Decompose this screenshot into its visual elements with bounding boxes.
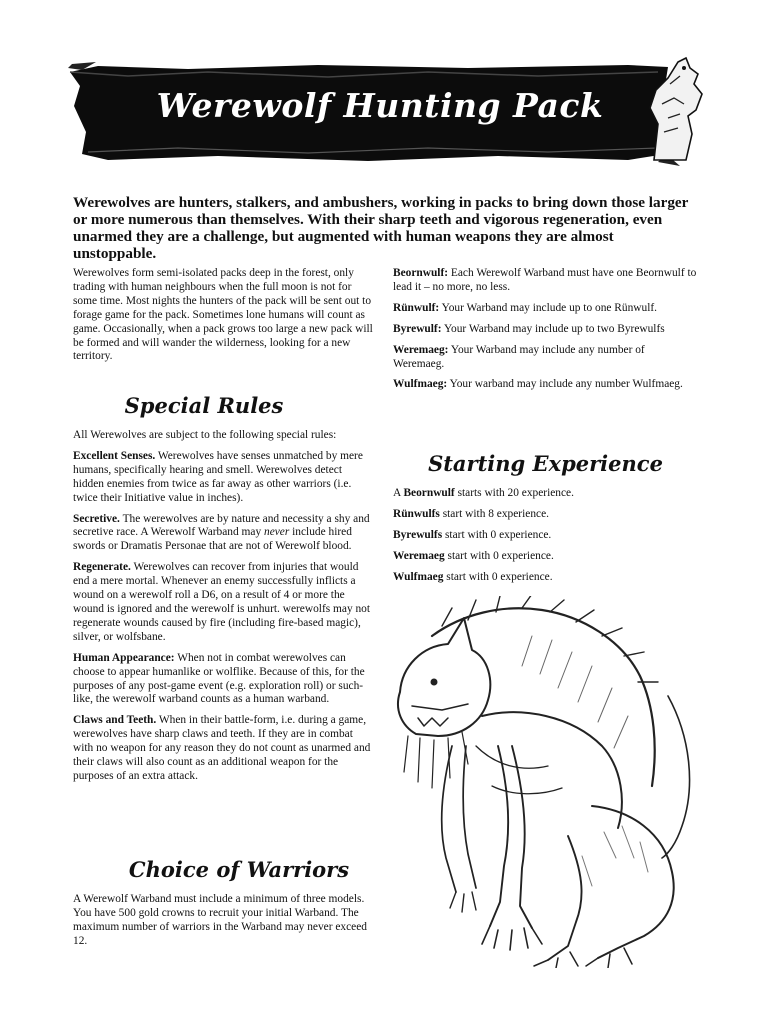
rule-emphasis: never: [264, 526, 290, 539]
experience-text: starts with 20 experience.: [454, 487, 574, 499]
experience-runwulfs: [393, 508, 698, 522]
experience-byrewulfs: [393, 529, 698, 543]
warrior-byrewulf: [393, 323, 698, 337]
starting-experience-heading: Starting Experience: [428, 451, 663, 476]
rule-excellent-senses: [73, 450, 373, 506]
rule-text: Werewolves can recover from injuries that would end a mere mortal. Whenever an enemy successfully inflicts a wound on a werewolf roll a D6, on a result of 4 or more the wound is ignored and the werewolf is unhurt. werewolfs may not regenerate wounds caused by fire (including fire-based magic), silver, or wolfsbane.: [73, 561, 371, 643]
experience-text: start with 0 experience.: [443, 570, 553, 583]
lead-paragraph: Werewolves form semi-isolated packs deep in the forest, only trading with human neighbours when the full moon is not for some time. Most nights the hunters of the pack will be sent out to forage game for the pack. Sometimes lone humans will count as game. Occasionally, when a pack grows too large a new pack will be formed and will wander the wilderness, looking for a new territory.: [73, 267, 373, 363]
rule-text: The werewolves are by nature and necessity a shy and secretive race. A Werewolf Warband may: [73, 512, 370, 539]
rule-claws-and-teeth: [73, 714, 373, 784]
warrior-name: Rünwulf:: [393, 301, 440, 314]
experience-text: start with 0 experience.: [442, 528, 552, 541]
rule-text: Werewolves have senses unmatched by mere humans, specifically hearing and smell. Werewolves detect hidden enemies from twice as far away as other warriors (i.e. twice their Initiative value in inches).: [73, 449, 363, 504]
werewolf-sketch-icon: [372, 596, 706, 968]
experience-wulfmaeg: [393, 571, 698, 585]
rule-regenerate: [73, 561, 373, 644]
warrior-text: Each Werewolf Warband must have one Beornwulf to lead it – no more, no less.: [393, 267, 697, 293]
starting-experience-list: [393, 487, 698, 592]
rule-name: Claws and Teeth.: [73, 714, 157, 727]
special-rules-section: [73, 429, 373, 791]
title-banner: [68, 62, 692, 170]
experience-weremaeg: [393, 550, 698, 564]
experience-name: Beornwulf: [403, 487, 455, 499]
left-column: [73, 267, 373, 371]
experience-prefix: A: [393, 487, 404, 499]
rule-text: When in their battle-form, i.e. during a game, werewolves have sharp claws and teeth. If they are in combat with no weapon for any reason they do not count as unarmed and their claws will also count as an additional weapon for the purposes of an extra attack.: [73, 714, 371, 782]
warrior-name: Weremaeg:: [393, 343, 449, 356]
special-rules-intro: All Werewolves are subject to the following special rules:: [73, 429, 337, 441]
warrior-beornwulf: [393, 267, 698, 295]
warrior-name: Beornwulf:: [393, 267, 449, 279]
warrior-text: Your Warband may include up to one Rünwulf.: [439, 301, 658, 314]
rule-secretive: [73, 513, 373, 555]
intro-paragraph: Werewolves are hunters, stalkers, and ambushers, working in packs to bring down those larger or more numerous than themselves. With their sharp teeth and vigorous regeneration, even unarmed they are a challenge, but augmented with human weapons they are almost unstoppable.: [73, 194, 689, 262]
experience-name: Weremaeg: [393, 549, 445, 562]
rule-text: include hired swords or Dramatis Personae that are not of Werewolf blood.: [73, 526, 352, 553]
choice-of-warriors-text: A Werewolf Warband must include a minimum of three models. You have 500 gold crowns to recruit your initial Warband. The maximum number of warriors in the Warband may never exceed 12.: [73, 893, 367, 947]
warrior-wulfmaeg: [393, 378, 698, 392]
choice-of-warriors-heading: Choice of Warriors: [128, 857, 350, 882]
experience-name: Byrewulfs: [393, 528, 443, 541]
experience-name: Wulfmaeg: [393, 570, 444, 583]
warrior-text: Your Warband may include up to two Byrewulfs: [441, 322, 665, 335]
warrior-weremaeg: [393, 344, 698, 372]
rule-human-appearance: [73, 652, 373, 708]
experience-text: start with 8 experience.: [439, 507, 549, 520]
rule-name: Excellent Senses.: [73, 449, 156, 462]
warrior-runwulf: [393, 302, 698, 316]
page-title: Werewolf Hunting Pack: [156, 86, 604, 125]
rule-text: When not in combat werewolves can choose to appear humanlike or wolflike. Because of this, for the purposes of any post-game event (e.g. exploration roll) or such-like, the werewolf warband counts as a human warband.: [73, 651, 365, 706]
experience-name: Rünwulfs: [393, 507, 440, 520]
experience-beornwulf: [393, 487, 698, 501]
warrior-text: Your Warband may include any number of Weremaeg.: [393, 343, 645, 370]
warrior-name: Byrewulf:: [393, 322, 442, 335]
choice-of-warriors-section: [73, 893, 373, 956]
warrior-list: [393, 267, 698, 399]
warrior-text: Your warband may include any number Wulfmaeg.: [447, 378, 683, 391]
rule-name: Secretive.: [73, 512, 120, 525]
experience-text: start with 0 experience.: [444, 549, 554, 562]
special-rules-heading: Special Rules: [124, 393, 284, 418]
rule-name: Human Appearance:: [73, 651, 175, 664]
warrior-name: Wulfmaeg:: [393, 378, 448, 391]
rule-name: Regenerate.: [73, 561, 131, 574]
werewolf-illustration: [372, 596, 706, 968]
